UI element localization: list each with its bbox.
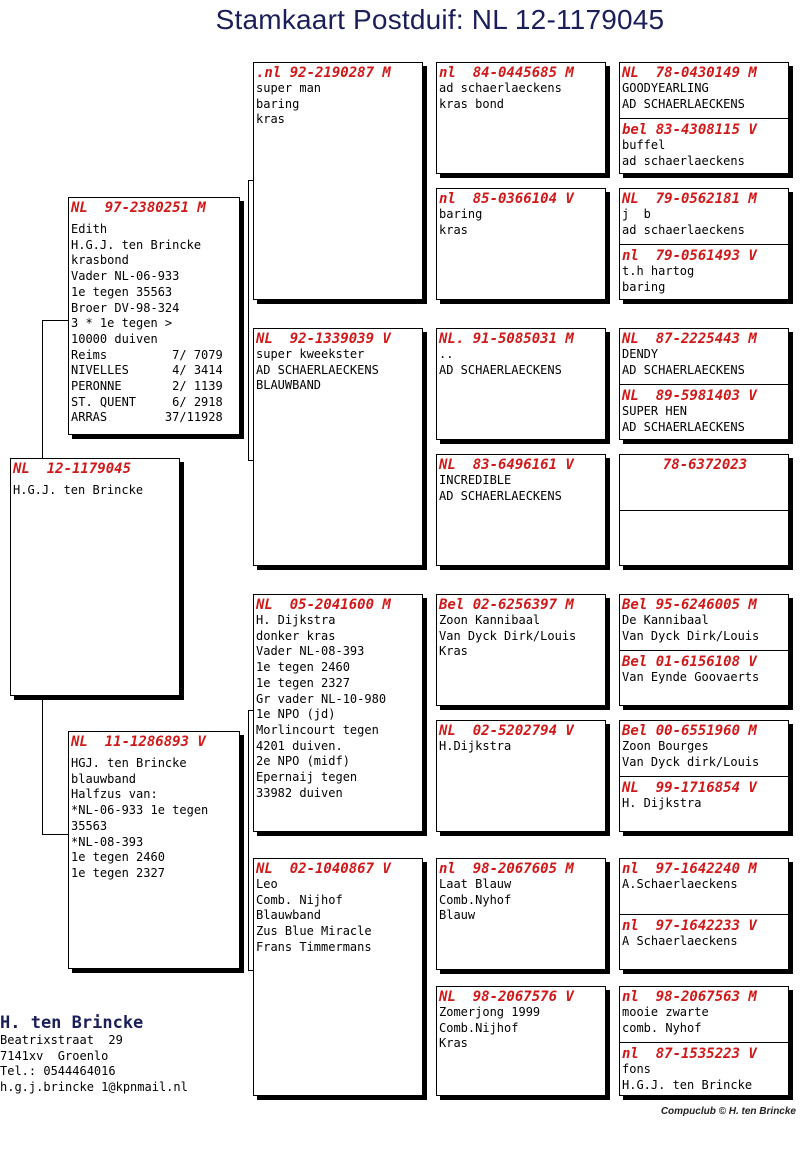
- card-line: Zus Blue Miracle: [256, 924, 372, 939]
- ring-number: NL 11-1286893 V: [71, 734, 206, 750]
- owner-block: [0, 1013, 188, 1096]
- card-line: Blauwband: [256, 908, 322, 923]
- ring-number: nl 98-2067605 M: [439, 861, 574, 877]
- pedigree-subject-card: [10, 458, 180, 696]
- card-line: Van Dyck dirk/Louis: [622, 754, 760, 769]
- card-line: baring: [439, 207, 483, 221]
- ring-number: [620, 512, 788, 514]
- pedigree-card-gg-pair: [619, 62, 789, 174]
- card-line: H.G.J. ten Brincke: [622, 1077, 753, 1092]
- card-line: Vader NL-08-393: [256, 644, 365, 659]
- card-line: HGJ. ten Brincke: [71, 756, 187, 770]
- connector-line: [42, 320, 43, 460]
- ring-number: nl 97-1642240 M: [622, 861, 757, 877]
- card-line: 1e NPO (jd): [256, 707, 336, 722]
- card-line: H. Dijkstra: [622, 796, 702, 810]
- card-line: AD SCHAERLAECKENS: [439, 488, 562, 503]
- card-line: t.h hartog: [622, 264, 695, 278]
- card-line: Leo: [256, 877, 278, 891]
- card-line: Zomerjong 1999: [439, 1005, 541, 1019]
- pedigree-card-mm: [253, 858, 423, 1096]
- page-title: Stamkaart Postduif: NL 12-1179045: [215, 4, 665, 35]
- ring-number: NL 02-5202794 V: [439, 723, 574, 739]
- card-line: ST. QUENT 6/ 2918: [71, 394, 223, 409]
- card-line: 1e tegen 2327: [71, 865, 165, 880]
- ring-number: 78-6372023: [662, 457, 748, 473]
- card-line: NIVELLES 4/ 3414: [71, 363, 223, 378]
- ring-number: NL 98-2067576 V: [439, 989, 574, 1005]
- card-line: super kweekster: [256, 347, 365, 361]
- card-line: BLAUWBAND: [256, 378, 322, 393]
- card-line: mooie zwarte: [622, 1005, 709, 1019]
- ring-number: bel 83-4308115 V: [622, 122, 757, 138]
- owner-phone: Tel.: 0544464016: [0, 1064, 116, 1079]
- ring-number: NL 83-6496161 V: [439, 457, 574, 473]
- card-line: ARRAS 37/11928: [71, 410, 223, 425]
- card-line: krasbond: [71, 253, 129, 268]
- card-line: donker kras: [256, 628, 336, 643]
- footer-credit: Compuclub © H. ten Brincke: [660, 1106, 796, 1117]
- card-line: super man: [256, 81, 322, 95]
- card-line: 35563: [71, 818, 108, 833]
- ring-number: nl 97-1642233 V: [622, 918, 757, 934]
- ring-number: nl 85-0366104 V: [439, 191, 574, 207]
- card-line: Morlincourt tegen: [256, 722, 379, 737]
- card-line: 1e tegen 2460: [71, 850, 165, 865]
- pedigree-card-fff: [436, 62, 606, 174]
- card-line: Comb.Nyhof: [439, 892, 512, 907]
- card-line: 1e tegen 2327: [256, 675, 350, 690]
- card-line: 33982 duiven: [256, 785, 343, 800]
- card-line: 3 * 1e tegen >: [71, 316, 173, 331]
- card-line: Laat Blauw: [439, 877, 512, 891]
- ring-number: NL 87-2225443 M: [622, 331, 757, 347]
- card-line: Zoon Bourges: [622, 739, 709, 753]
- card-line: baring: [256, 96, 300, 111]
- pedigree-card-mff: [436, 594, 606, 706]
- pedigree-card-mf: [253, 594, 423, 832]
- ring-number: nl 98-2067563 M: [622, 989, 757, 1005]
- card-line: buffel: [622, 138, 666, 152]
- card-line: SUPER HEN: [622, 404, 688, 418]
- card-line: baring: [622, 279, 666, 294]
- pedigree-card-fmm: [436, 454, 606, 566]
- pedigree-card-gg-pair: [619, 720, 789, 832]
- card-line: H.G.J. ten Brincke: [13, 483, 144, 497]
- card-line: kras bond: [439, 96, 505, 111]
- card-line: Halfzus van:: [71, 787, 158, 802]
- ring-number: NL 89-5981403 V: [622, 388, 757, 404]
- pedigree-card-ffm: [436, 188, 606, 300]
- ring-number: NL. 91-5085031 M: [439, 331, 574, 347]
- owner-email: h.g.j.brincke 1@kpnmail.nl: [0, 1080, 188, 1095]
- card-line: Van Dyck Dirk/Louis: [622, 628, 760, 643]
- card-line: Blauw: [439, 908, 476, 923]
- ring-number: NL 05-2041600 M: [256, 597, 391, 613]
- card-line: INCREDIBLE: [439, 473, 512, 487]
- card-line: 1e tegen 35563: [71, 284, 173, 299]
- card-line: *NL-06-933 1e tegen: [71, 803, 209, 818]
- card-line: AD SCHAERLAECKENS: [256, 362, 379, 377]
- connector-line: [248, 180, 249, 460]
- card-line: Van Eynde Goovaerts: [622, 670, 760, 684]
- ring-number: Bel 01-6156108 V: [622, 654, 757, 670]
- ring-number: Bel 02-6256397 M: [439, 597, 574, 613]
- ring-number: NL 97-2380251 M: [71, 200, 206, 216]
- pedigree-card-fmf: [436, 328, 606, 440]
- card-line: AD SCHAERLAECKENS: [622, 96, 745, 111]
- card-line: De Kannibaal: [622, 613, 709, 627]
- pedigree-card-father: [68, 197, 240, 435]
- owner-address: Beatrixstraat 29: [0, 1033, 123, 1047]
- card-line: H.Dijkstra: [439, 739, 512, 753]
- card-line: fons: [622, 1062, 651, 1076]
- card-line: Van Dyck Dirk/Louis: [439, 628, 577, 643]
- card-line: Kras: [439, 644, 468, 659]
- card-line: ..: [439, 347, 454, 361]
- pedigree-card-gg-pair: [619, 594, 789, 706]
- pedigree-card-ff: [253, 62, 423, 300]
- card-line: Comb. Nijhof: [256, 892, 343, 907]
- pedigree-card-gg-pair: [619, 858, 789, 970]
- ring-number: nl 84-0445685 M: [439, 65, 574, 81]
- card-line: Gr vader NL-10-980: [256, 691, 387, 706]
- card-line: GOODYEARLING: [622, 81, 709, 95]
- card-line: H.G.J. ten Brincke: [71, 237, 202, 252]
- card-line: Kras: [439, 1036, 468, 1051]
- ring-number: Bel 95-6246005 M: [622, 597, 757, 613]
- card-line: Zoon Kannibaal: [439, 613, 541, 627]
- ring-number: NL 79-0562181 M: [622, 191, 757, 207]
- ring-number: NL 99-1716854 V: [622, 780, 757, 796]
- card-line: 4201 duiven.: [256, 738, 343, 753]
- connector-line: [42, 700, 43, 834]
- connector-line: [42, 834, 68, 835]
- ring-number: NL 92-1339039 V: [256, 331, 391, 347]
- card-line: H. Dijkstra: [256, 613, 336, 627]
- card-line: Edith: [71, 222, 108, 236]
- ring-number: Bel 00-6551960 M: [622, 723, 757, 739]
- card-line: kras: [439, 222, 468, 237]
- ring-number: nl 87-1535223 V: [622, 1046, 757, 1062]
- card-line: 2e NPO (midf): [256, 754, 350, 769]
- ring-number: NL 78-0430149 M: [622, 65, 757, 81]
- card-line: kras: [256, 112, 285, 127]
- pedigree-card-gg-pair: [619, 328, 789, 440]
- ring-number: nl 79-0561493 V: [622, 248, 757, 264]
- card-line: AD SCHAERLAECKENS: [439, 362, 562, 377]
- pedigree-card-mmm: [436, 986, 606, 1096]
- ring-number: .nl 92-2190287 M: [256, 65, 391, 81]
- card-line: j b: [622, 207, 651, 221]
- card-line: ad schaerlaeckens: [622, 222, 745, 237]
- card-line: Vader NL-06-933: [71, 269, 180, 284]
- card-line: AD SCHAERLAECKENS: [622, 419, 745, 434]
- owner-city: 7141xv Groenlo: [0, 1048, 109, 1063]
- card-line: blauwband: [71, 771, 137, 786]
- card-line: A Schaerlaeckens: [622, 934, 738, 948]
- card-line: *NL-08-393: [71, 834, 144, 849]
- card-line: Broer DV-98-324: [71, 300, 180, 315]
- card-line: A.Schaerlaeckens: [622, 877, 738, 891]
- card-line: Reims 7/ 7079: [71, 347, 223, 362]
- card-line: DENDY: [622, 347, 659, 361]
- connector-line: [42, 320, 68, 321]
- card-line: Epernaij tegen: [256, 770, 358, 785]
- card-line: PERONNE 2/ 1139: [71, 379, 223, 394]
- card-line: comb. Nyhof: [622, 1020, 702, 1035]
- pedigree-card-gg-pair: [619, 986, 789, 1096]
- owner-name: H. ten Brincke: [0, 1013, 144, 1033]
- pedigree-card-mmf: [436, 858, 606, 970]
- card-line: 1e tegen 2460: [256, 660, 350, 675]
- pedigree-card-gg-pair: [619, 188, 789, 300]
- ring-number: NL 12-1179045: [13, 461, 132, 477]
- card-line: AD SCHAERLAECKENS: [622, 362, 745, 377]
- ring-number: NL 02-1040867 V: [256, 861, 391, 877]
- connector-line: [248, 710, 249, 970]
- card-line: ad schaerlaeckens: [622, 153, 745, 168]
- card-line: 10000 duiven: [71, 331, 158, 346]
- pedigree-card-fm: [253, 328, 423, 566]
- card-line: Frans Timmermans: [256, 939, 372, 954]
- pedigree-card-mother: [68, 731, 240, 969]
- card-line: ad schaerlaeckens: [439, 81, 562, 95]
- card-line: Comb.Nijhof: [439, 1020, 519, 1035]
- pedigree-card-mfm: [436, 720, 606, 832]
- pedigree-card-gg-pair: [619, 454, 789, 566]
